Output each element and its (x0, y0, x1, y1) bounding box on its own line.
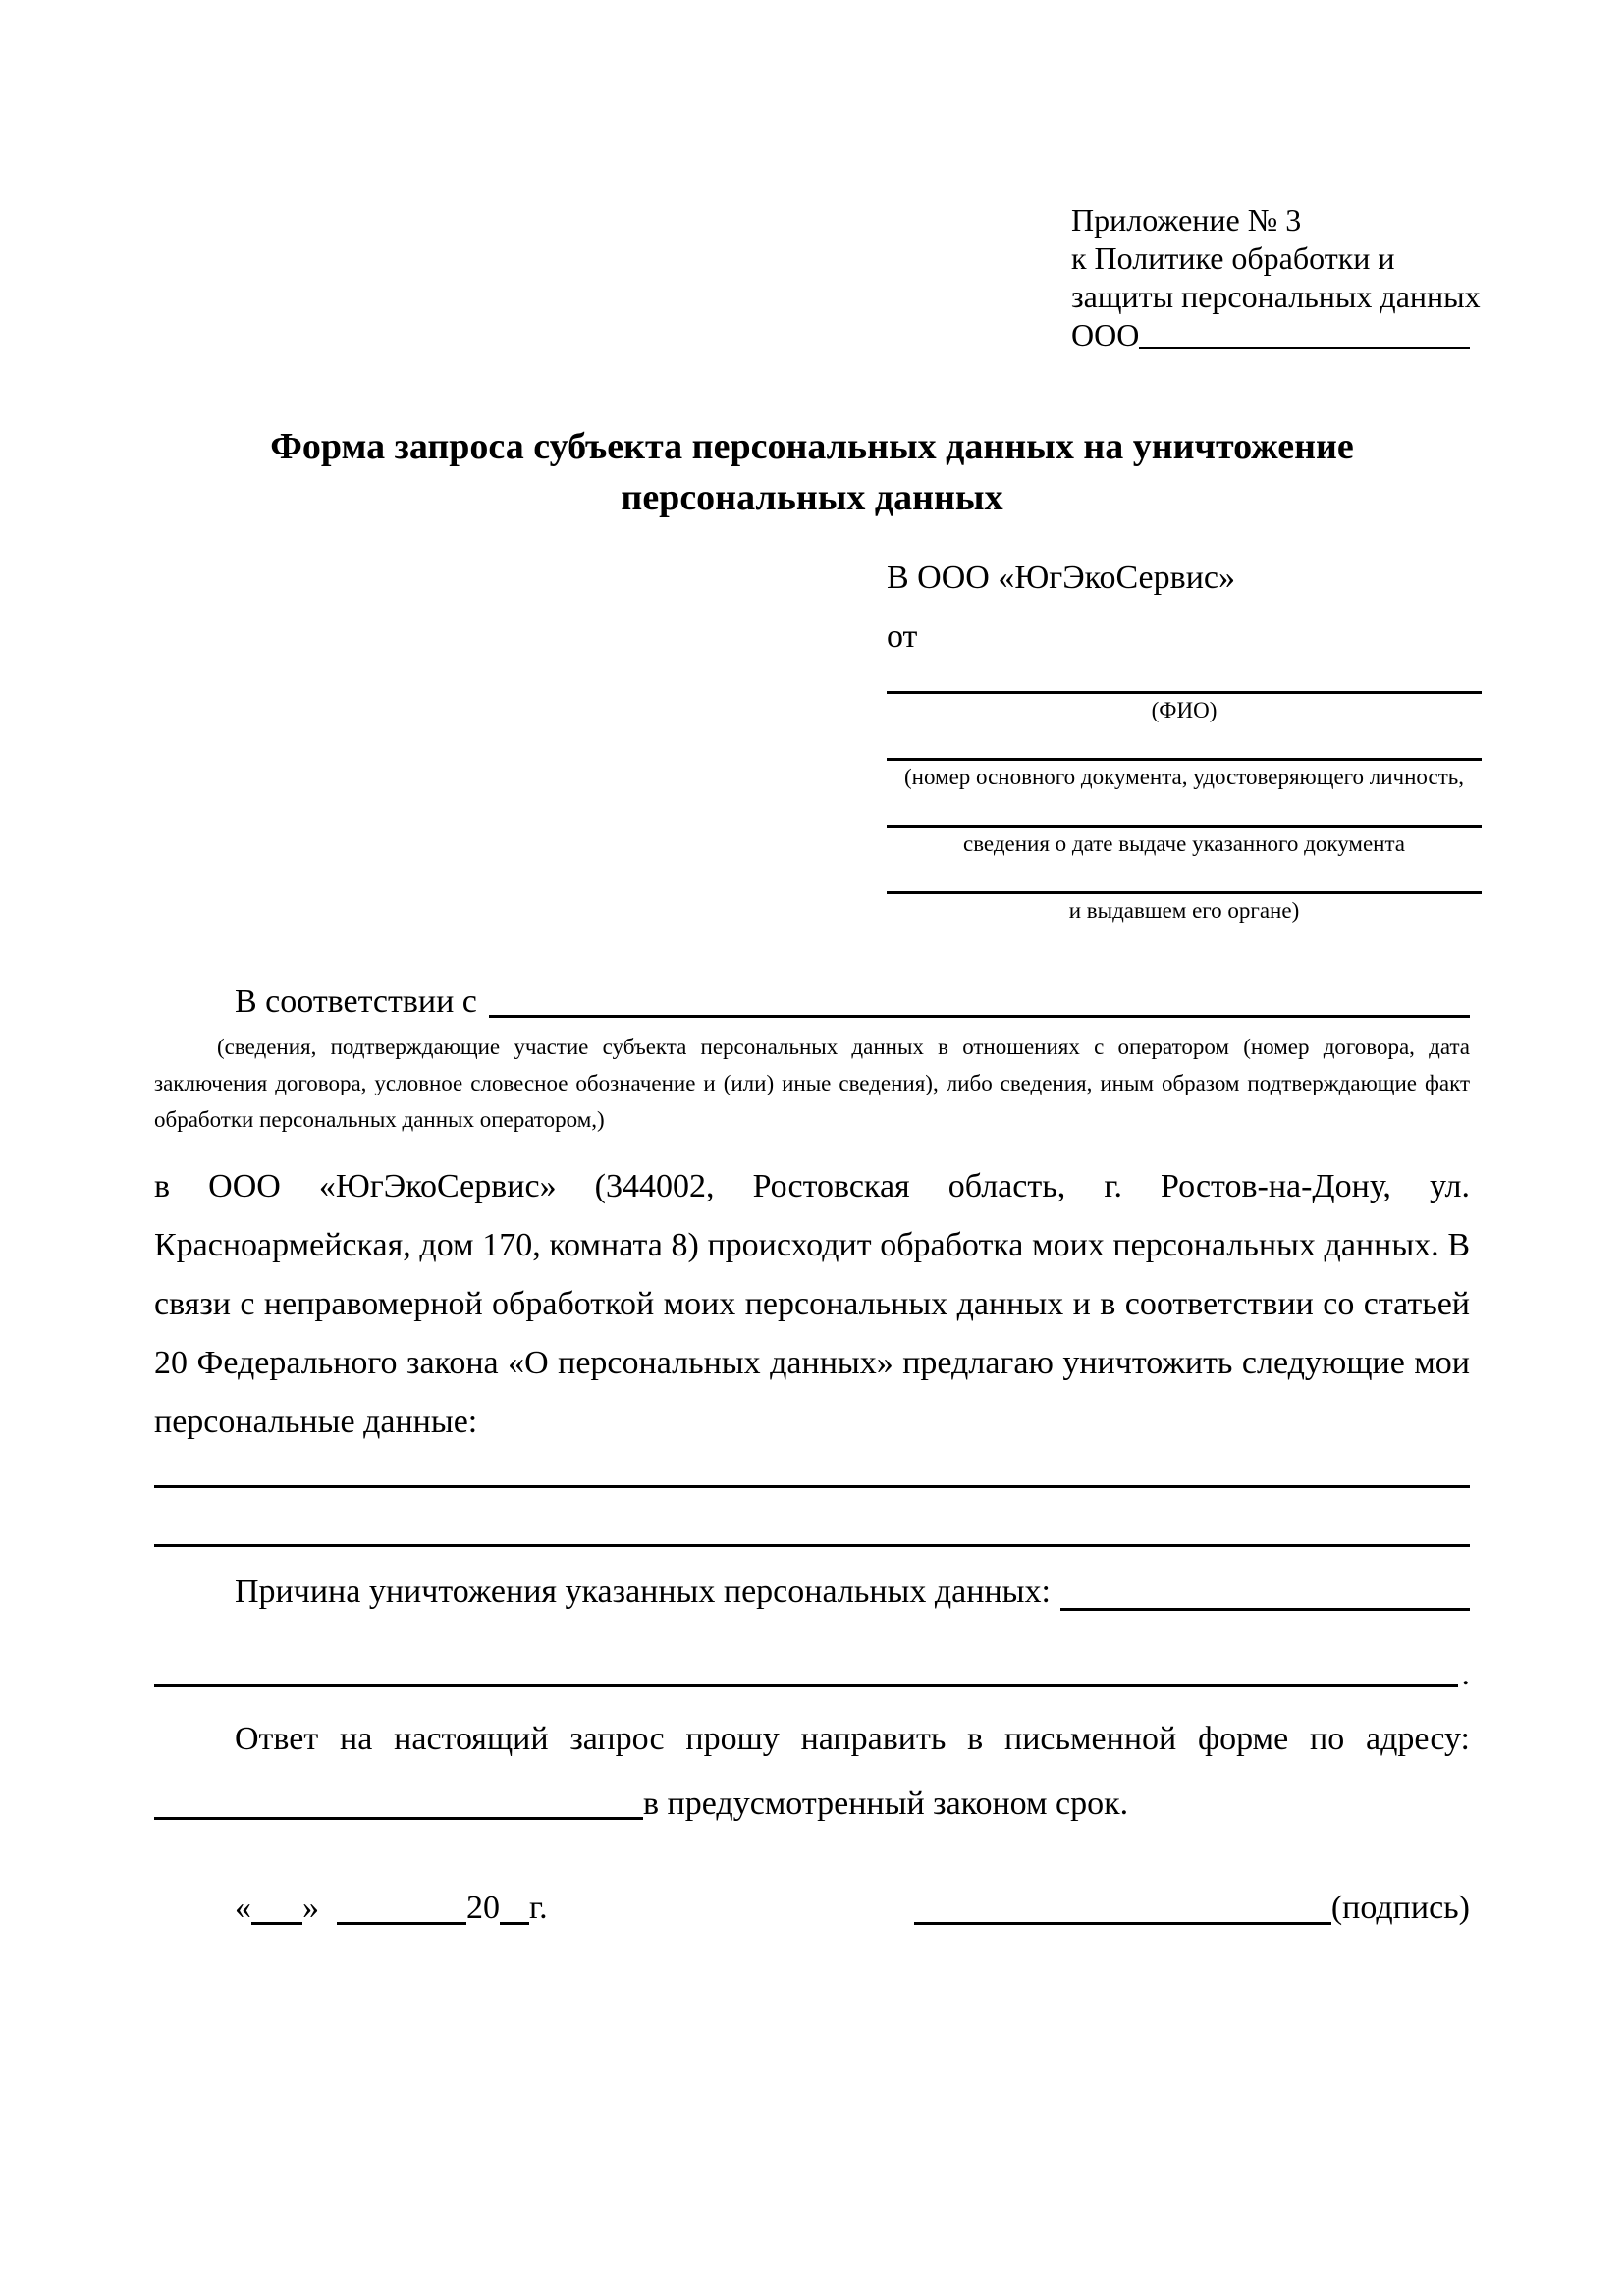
document-number-row (887, 758, 1482, 790)
issue-date-row (887, 825, 1482, 857)
reason-blank-field (1060, 1563, 1470, 1611)
ooo-label: ООО (1071, 317, 1140, 352)
date-signature-row (154, 1887, 1470, 1930)
close-quote: » (302, 1890, 319, 1926)
sentence-period: . (1461, 1656, 1470, 1692)
accordance-blank-field (489, 981, 1470, 1018)
accordance-footnote: (сведения, подтверждающие участие субъекта персональных данных в отношениях с оператором (номер договора, дата заключения договора, условное словесное обозначение и (или) иные сведения), либо сведения, иным образом подтверждающие факт обработки персональных данных оператором,) (154, 1035, 1470, 1132)
reply-request-paragraph: Ответ на настоящий запрос прошу направить в письменной форме по адресу: (235, 1721, 1470, 1757)
month-blank-field (337, 1922, 466, 1925)
fio-caption: (ФИО) (1151, 698, 1218, 722)
appendix-line-3: защиты персональных данных (1071, 279, 1481, 314)
year-prefix: 20 (466, 1890, 500, 1926)
addressee-organization: В ООО «ЮгЭкоСервис» (887, 560, 1235, 596)
personal-data-blank-line-1 (154, 1485, 1470, 1488)
document-number-caption: (номер основного документа, удостоверяющего личность, (903, 765, 1464, 789)
accordance-row (154, 981, 1470, 1024)
appendix-header (1071, 201, 1481, 354)
date-line (154, 1887, 548, 1930)
paragraph-indent (154, 1563, 235, 1622)
addressee-block (887, 557, 1482, 924)
accordance-lead: В соответствии с (235, 984, 477, 1020)
day-blank-field (251, 1922, 302, 1925)
reason-row (154, 1563, 1470, 1622)
appendix-line-1: Приложение № 3 (1071, 202, 1302, 238)
signature-line (914, 1887, 1470, 1930)
address-blank-field (154, 1817, 643, 1820)
year-blank-field (500, 1922, 529, 1925)
issue-date-caption: сведения о дате выдаче указанного документа (962, 831, 1406, 856)
reason-continuation-blank-field (154, 1684, 1458, 1687)
fio-row (887, 691, 1482, 723)
signature-blank-field (914, 1922, 1331, 1925)
open-quote: « (235, 1890, 251, 1926)
signature-caption: (подпись) (1330, 1890, 1470, 1926)
reply-address-row (154, 1783, 1470, 1826)
reason-continuation-row (154, 1655, 1470, 1694)
appendix-organization-row (1071, 316, 1470, 354)
personal-data-blank-line-2 (154, 1544, 1470, 1547)
organization-name-blank-field (1139, 347, 1470, 349)
request-paragraph: в ООО «ЮгЭкоСервис» (344002, Ростовская область, г. Ростов-на-Дону, ул. Красноармейская, дом 170, комната 8) происходит обработка моих персональных данных. В связи с неправомерной обработкой моих персональных данных и в соответствии со статьей 20 Федерального закона «О персональных данных» предлагаю уничтожить следующие мои персональные данные: (154, 1168, 1470, 1440)
reply-deadline-text: в предусмотренный законом срок. (643, 1786, 1129, 1822)
form-title: Форма запроса субъекта персональных данных на уничтожение персональных данных (270, 426, 1354, 518)
from-label: от (887, 618, 918, 655)
appendix-line-2: к Политике обработки и (1071, 240, 1395, 276)
year-suffix-label: г. (529, 1890, 548, 1926)
issuing-authority-caption: и выдавшем его органе) (1068, 898, 1300, 923)
issuing-authority-row (887, 891, 1482, 924)
reason-label: Причина уничтожения указанных персональных данных: (235, 1574, 1051, 1610)
